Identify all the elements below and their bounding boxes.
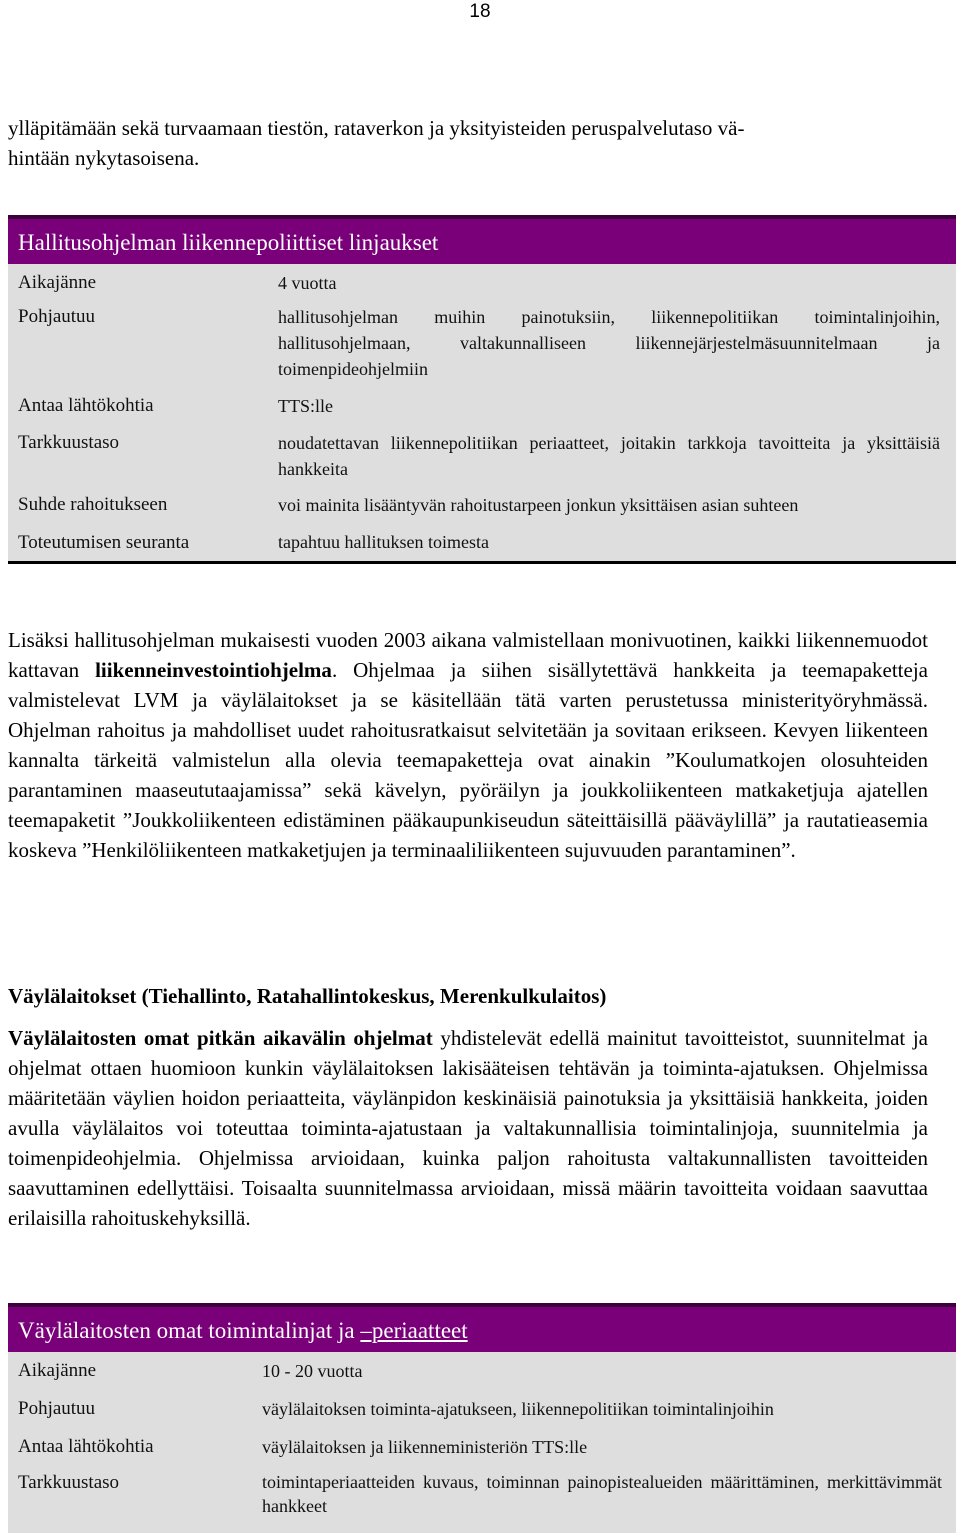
row-label: Antaa lähtökohtia: [18, 395, 154, 416]
table-row: [8, 388, 956, 424]
section-heading: Väylälaitokset (Tiehallinto, Ratahallintokeskus, Merenkulkulaitos): [8, 984, 607, 1008]
page-number: 18: [469, 1, 491, 22]
table-row: [8, 1466, 956, 1526]
row-label: Aikajänne: [18, 272, 97, 293]
intro-line-2: hintään nykytasoisena.: [8, 146, 200, 170]
policy-box-title: Hallitusohjelman liikennepoliittiset linjaukset: [8, 215, 956, 264]
row-value: TTS:lle: [278, 395, 333, 416]
row-value: 10 - 20 vuotta: [262, 1360, 363, 1381]
row-label: Toteutumisen seuranta: [18, 531, 190, 553]
row-value: voi mainita lisääntyvän rahoitustarpeen jonkun yksittäisen asian suhteen: [278, 494, 799, 515]
table-row: [8, 1390, 956, 1428]
row-value: hallitusohjelman muihin painotuksiin, liikennepolitiikan toimintalinjoihin, hallitusohjelmaan, valtakunnalliseen liikennejärjestelmäsuunnitelmaan ja toimenpideohjelmiin: [278, 307, 940, 379]
table-row: [8, 264, 956, 302]
row-label: Pohjautuu: [18, 1398, 96, 1419]
row-value: tapahtuu hallituksen toimesta: [278, 532, 489, 552]
row-label: Suhde rahoitukseen: [18, 494, 168, 515]
table-row: [8, 1352, 956, 1390]
table-row: [8, 424, 956, 486]
intro-line-1: ylläpitämään sekä turvaamaan tiestön, rataverkon ja yksityisteiden peruspalvelutaso vä-: [8, 116, 745, 140]
agency-box-title-1: Väylälaitosten omat toimintalinjat ja: [18, 1318, 361, 1343]
investment-program-term: liikenneinvestointiohjelma: [95, 658, 332, 682]
policy-box: [8, 215, 956, 564]
investment-text-1: Lisäksi hallitusohjelman mukaisesti vuoden 2003 aikana valmistellaan monivuotinen, kaikki liikennemuodot kattavan: [8, 628, 928, 682]
table-row: [8, 302, 956, 388]
row-value: noudatettavan liikennepolitiikan periaatteet, joitakin tarkkoja tavoitteita ja yksittäisiä hankkeita: [278, 433, 940, 479]
row-value: väylälaitoksen toiminta-ajatukseen, liikennepolitiikan toimintalinjoihin: [262, 1398, 774, 1419]
investment-text-2: . Ohjelmaa ja siihen sisällytettävä hankkeita ja teemapaketteja valmistelevat LVM ja väylälaitokset ja se käsitellään tätä varten perustetussa ministerityöryhmässä. Ohjelman rahoitus ja mahdolliset uudet rahoitusratkaisut selvitetään ja sovitaan erikseen. Kevyen liikenteen kannalta tärkeitä valmistelun alla olevia teemapaketteja ovat ainakin ”Koulumatkojen olosuhteiden parantaminen maaseututaajamissa” sekä kävelyn, pyöräilyn ja joukkoliikenteen matkaketjuja ajatellen teemapaketit ”Joukkoliikenteen edistäminen pääkaupunkiseudun säteittäisillä pääväylillä” ja rautatieasemia koskeva ”Henkilöliikenteen matkaketjujen ja terminaaliliikenteen sujuvuuden parantaminen”.: [8, 658, 928, 862]
intro-paragraph: [8, 113, 928, 173]
agency-box-body: [8, 1352, 956, 1533]
agency-policy-box: [8, 1303, 956, 1533]
row-value: toimintaperiaatteiden kuvaus, toiminnan painopistealueiden määrittäminen, merkittävimmät hankkeet: [262, 1472, 942, 1516]
row-value: 4 vuotta: [278, 272, 337, 293]
table-row: [8, 1428, 956, 1466]
agencies-term: Väylälaitosten omat pitkän aikavälin ohjelmat: [8, 1026, 433, 1050]
table-row: [8, 524, 956, 561]
table-row: [8, 486, 956, 524]
row-label: Tarkkuustaso: [18, 432, 120, 453]
policy-box-body: [8, 264, 956, 564]
agencies-paragraph: [8, 1023, 928, 1233]
agencies-text: yhdistelevät edellä mainitut tavoitteistot, suunnitelmat ja ohjelmat ottaen huomioon kunkin väylälaitoksen lakisääteisen tehtävän ja toiminta-ajatuksen. Ohjelmissa määritetään väylien hoidon periaatteita, väylänpidon keskinäisiä painotuksia ja yksittäisiä hankkeita, joiden avulla väylälaitos voi toteuttaa toiminta-ajatustaan ja valtakunnallisia toimintalinjoja, suunnitelmia ja toimenpideohjelmia. Ohjelmissa arvioidaan, kuinka paljon rahoitusta valtakunnallisten tavoitteiden saavuttaminen edellyttäisi. Toisaalta suunnitelmassa arvioidaan, missä määrin tavoitteita voidaan saavuttaa erilaisilla rahoituskehyksillä.: [8, 1026, 928, 1230]
agency-box-title: [8, 1303, 956, 1352]
row-label: Tarkkuustaso: [18, 1472, 120, 1493]
row-label: Antaa lähtökohtia: [18, 1436, 154, 1457]
agency-box-title-2: –periaatteet: [360, 1318, 468, 1343]
row-label: Aikajänne: [18, 1360, 97, 1381]
row-value: väylälaitoksen ja liikenneministeriön TTS:lle: [262, 1436, 588, 1457]
investment-paragraph: [8, 625, 928, 865]
row-label: Pohjautuu: [18, 306, 96, 327]
